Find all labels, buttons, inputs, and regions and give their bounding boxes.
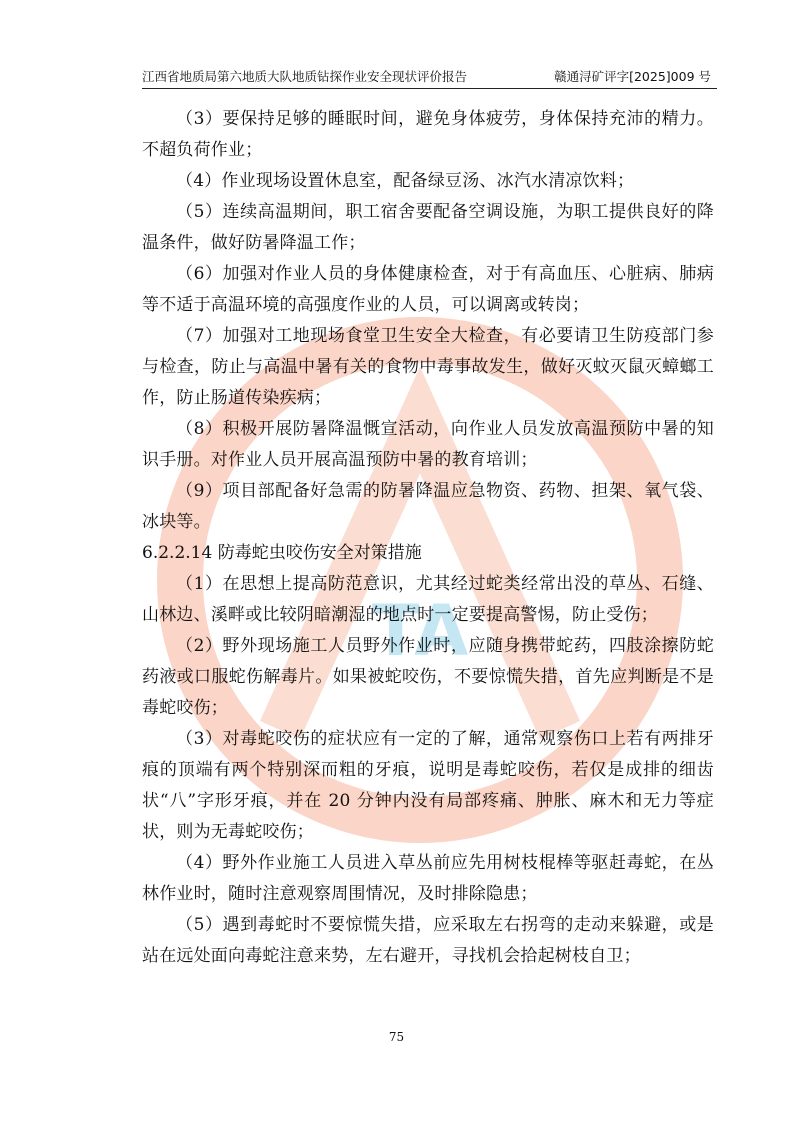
body-paragraph: （4）野外作业施工人员进入草丛前应先用树枝棍棒等驱赶毒蛇，在丛林作业时，随时注意观察周围情况，及时排除隐患； xyxy=(142,853,714,904)
document-body xyxy=(142,104,714,972)
body-paragraph: （6）加强对作业人员的身体健康检查，对于有高血压、心脏病、肺病等不适于高温环境的高强度作业的人员，可以调离或转岗； xyxy=(142,264,714,315)
report-title: 江西省地质局第六地质大队地质钻探作业安全现状评价报告 xyxy=(142,69,468,84)
body-paragraph: （5）连续高温期间，职工宿舍要配备空调设施，为职工提供良好的降温条件，做好防暑降温工作； xyxy=(142,202,714,253)
body-paragraph: （4）作业现场设置休息室，配备绿豆汤、冰汽水清凉饮料； xyxy=(176,171,635,191)
section-heading: 6.2.2.14 防毒蛇虫咬伤安全对策措施 xyxy=(142,543,422,563)
document-number: 赣通浔矿评字[2025]009 号 xyxy=(554,69,711,84)
page-header xyxy=(142,68,717,89)
body-paragraph: （1）在思想上提高防范意识，尤其经过蛇类经常出没的草丛、石缝、山林边、溪畔或比较阴暗潮湿的地点时一定要提高警惕，防止受伤； xyxy=(142,574,714,625)
body-paragraph: （3）对毒蛇咬伤的症状应有一定的了解，通常观察伤口上若有两排牙痕的顶端有两个特别深而粗的牙痕，说明是毒蛇咬伤，若仅是成排的细齿状“八”字形牙痕，并在 20 分钟内没有局部疼痛、肿胀、麻木和无力等症状，则为无毒蛇咬伤； xyxy=(142,729,714,842)
body-paragraph: （2）野外现场施工人员野外作业时，应随身携带蛇药，四肢涂擦防蛇药液或口服蛇伤解毒片。如果被蛇咬伤，不要惊慌失措，首先应判断是不是毒蛇咬伤； xyxy=(142,636,714,718)
body-paragraph: （5）遇到毒蛇时不要惊慌失措，应采取左右拐弯的走动来躲避，或是站在远处面向毒蛇注意来势，左右避开，寻找机会拾起树枝自卫； xyxy=(142,915,714,966)
page-number: 75 xyxy=(388,1030,405,1044)
watermark-logo-text: TA xyxy=(371,590,469,672)
body-paragraph: （9）项目部配备好急需的防暑降温应急物资、药物、担架、氧气袋、冰块等。 xyxy=(142,481,714,532)
body-paragraph: （7）加强对工地现场食堂卫生安全大检查，有必要请卫生防疫部门参与检查，防止与高温中暑有关的食物中毒事故发生，做好灭蚊灭鼠灭蟑螂工作，防止肠道传染疾病； xyxy=(142,326,714,408)
body-paragraph: （3）要保持足够的睡眠时间，避免身体疲劳，身体保持充沛的精力。不超负荷作业； xyxy=(142,109,714,160)
body-paragraph: （8）积极开展防暑降温慨宣活动，向作业人员发放高温预防中暑的知识手册。对作业人员开展高温预防中暑的教育培训； xyxy=(142,419,714,470)
